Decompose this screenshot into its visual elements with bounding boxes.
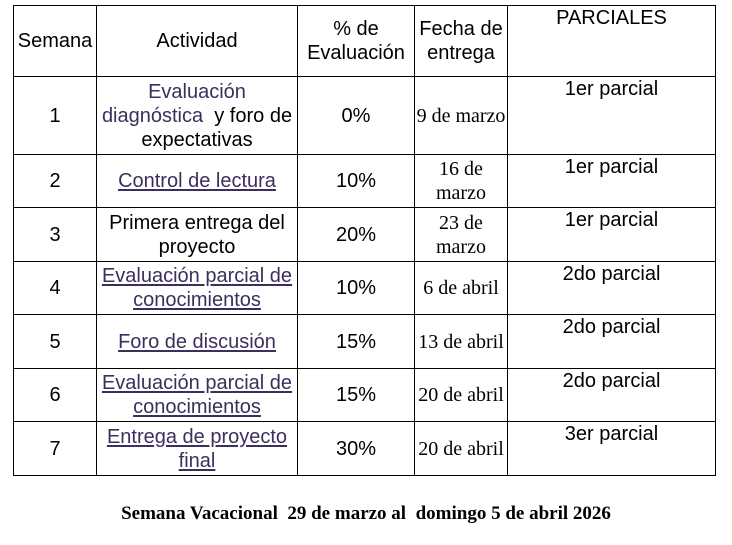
- cell-semana: 5: [14, 315, 97, 369]
- cell-evaluacion: 20%: [298, 208, 415, 262]
- cell-evaluacion: 10%: [298, 262, 415, 315]
- cell-actividad: [97, 208, 298, 262]
- header-semana: Semana: [14, 6, 97, 77]
- cell-evaluacion: 15%: [298, 369, 415, 422]
- cell-actividad: [97, 155, 298, 208]
- table-row: [14, 369, 716, 422]
- activity-link[interactable]: Evaluación parcial de conocimientos: [101, 265, 293, 311]
- header-row: [14, 6, 716, 77]
- cell-parcial: 1er parcial: [508, 208, 716, 262]
- table-row: [14, 208, 716, 262]
- header-fecha: Fecha de entrega: [415, 6, 508, 77]
- cell-actividad: [97, 77, 298, 155]
- table-row: [14, 77, 716, 155]
- cell-semana: 1: [14, 77, 97, 155]
- cell-semana: 2: [14, 155, 97, 208]
- cell-parcial: 1er parcial: [508, 155, 716, 208]
- activity-text: Primera entrega del proyecto: [109, 211, 285, 258]
- cell-fecha: 20 de abril: [415, 422, 508, 476]
- activity-link[interactable]: Control de lectura: [118, 170, 276, 192]
- table-row: [14, 422, 716, 476]
- cell-parcial: 3er parcial: [508, 422, 716, 476]
- cell-parcial: 2do parcial: [508, 262, 716, 315]
- activity-link[interactable]: Evaluación diagnóstica: [101, 80, 246, 127]
- header-actividad: Actividad: [97, 6, 298, 77]
- cell-fecha: 20 de abril: [415, 369, 508, 422]
- cell-fecha: 23 de marzo: [415, 208, 508, 262]
- header-evaluacion: % de Evaluación: [298, 6, 415, 77]
- cell-fecha: 16 de marzo: [415, 155, 508, 208]
- cell-actividad: [97, 262, 298, 315]
- cell-actividad: [97, 369, 298, 422]
- vacation-note: Semana Vacacional 29 de marzo al domingo 5 de abril 2026: [121, 503, 611, 524]
- header-parciales: PARCIALES: [508, 6, 716, 77]
- table-row: [14, 155, 716, 208]
- schedule-table: [13, 5, 716, 476]
- cell-semana: 3: [14, 208, 97, 262]
- cell-semana: 7: [14, 422, 97, 476]
- cell-parcial: 2do parcial: [508, 369, 716, 422]
- cell-parcial: 1er parcial: [508, 77, 716, 155]
- cell-parcial: 2do parcial: [508, 315, 716, 369]
- cell-evaluacion: 0%: [298, 77, 415, 155]
- cell-actividad: [97, 315, 298, 369]
- table-row: [14, 315, 716, 369]
- cell-evaluacion: 10%: [298, 155, 415, 208]
- activity-link[interactable]: Entrega de proyecto final: [106, 425, 288, 472]
- cell-fecha: 13 de abril: [415, 315, 508, 369]
- activity-link[interactable]: Foro de discusión: [118, 330, 276, 353]
- cell-evaluacion: 15%: [298, 315, 415, 369]
- cell-fecha: 6 de abril: [415, 262, 508, 315]
- table-row: [14, 262, 716, 315]
- cell-semana: 6: [14, 369, 97, 422]
- activity-link[interactable]: Evaluación parcial de conocimientos: [101, 372, 293, 418]
- cell-fecha: 9 de marzo: [415, 77, 508, 155]
- activity-text: y foro de expectativas: [141, 104, 298, 151]
- cell-semana: 4: [14, 262, 97, 315]
- cell-actividad: [97, 422, 298, 476]
- cell-evaluacion: 30%: [298, 422, 415, 476]
